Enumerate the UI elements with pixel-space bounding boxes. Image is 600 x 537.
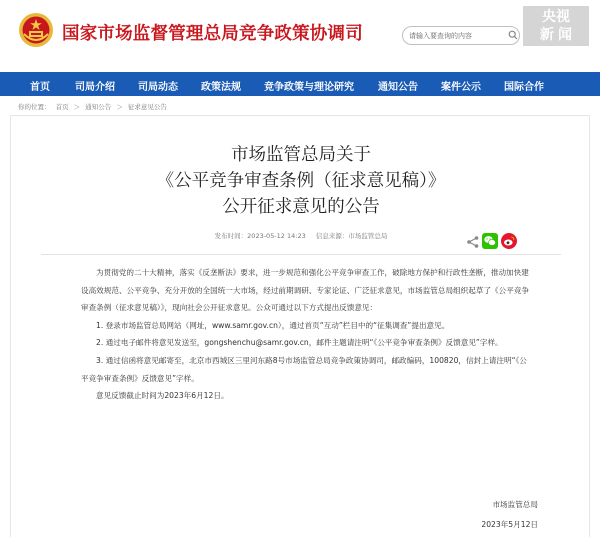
article-body [81,264,531,405]
search-icon[interactable] [508,30,518,40]
national-emblem-icon [18,12,54,48]
weibo-icon[interactable] [501,233,517,249]
main-nav [0,72,600,96]
article-signature: 市场监管总局 [492,500,538,509]
meta-divider [41,254,561,255]
cctv-news-watermark [523,6,589,46]
nav-item-bureau-intro[interactable]: 司局介绍 [75,82,115,93]
body-paragraph-1: 为贯彻党的二十大精神，落实《反垄断法》要求，进一步规范和强化公平竞争审查工作，破除地方保护和行政性垄断，推动加快建设高效规范、公平竞争、充分开放的全国统一大市场，经过前期调研、专家论证、广泛征求意见，市场监管总局组织起草了《公平竞争审查条例（征求意见稿）》，现向社会公开征求意见。公众可通过以下方式提出反馈意见： [81,268,530,313]
body-paragraph-2: 1. 登录市场监管总局网站（网址，www.samr.gov.cn），通过首页“互动”栏目中的“征集调查”提出意见。 [96,320,450,330]
body-paragraph-4: 3. 通过信函将意见邮寄至，北京市西城区三里河东路8号市场监管总局竞争政策协调司，邮政编码，100820，信封上请注明“《公平竞争审查条例》反馈意见”字样。 [81,355,527,383]
body-paragraph-3: 2. 通过电子邮件将意见发送至，gongshenchu@samr.gov.cn，邮件主题请注明“《公平竞争审查条例》反馈意见”字样。 [96,338,503,348]
article-title [11,142,591,220]
body-paragraph-5: 意见反馈截止时间为2023年6月12日。 [96,391,229,401]
search-input[interactable] [402,26,520,45]
nav-item-international[interactable]: 国际合作 [504,82,544,93]
title-line-3: 公开征求意见的公告 [222,197,380,217]
publish-time: 发布时间：2023-05-12 14:23 [214,232,306,240]
nav-item-bureau-news[interactable]: 司局动态 [138,82,178,93]
breadcrumb [18,102,170,111]
watermark-char-1: 新 [540,27,554,43]
title-line-1: 市场监管总局关于 [231,145,371,165]
share-icon[interactable] [466,235,480,249]
breadcrumb-label: 你的位置： [18,103,51,111]
breadcrumb-home[interactable]: 首页 [55,103,69,111]
nav-item-policy-regulations[interactable]: 政策法规 [201,82,241,93]
nav-item-competition-research[interactable]: 竞争政策与理论研究 [264,82,354,93]
watermark-line1: 央视 [542,9,570,25]
nav-item-home[interactable]: 首页 [30,82,50,93]
site-header [0,0,600,72]
breadcrumb-current[interactable]: 征求意见公告 [127,103,167,111]
site-title[interactable]: 国家市场监督管理总局竞争政策协调司 [62,24,363,44]
nav-item-case-disclosure[interactable]: 案件公示 [441,82,481,93]
title-line-2: 《公平竞争审查条例（征求意见稿）》 [156,171,446,191]
breadcrumb-separator: ＞ [116,103,123,111]
watermark-line2 [523,26,589,44]
wechat-icon[interactable] [482,233,498,249]
watermark-char-2: 闻 [558,27,572,43]
breadcrumb-section[interactable]: 通知公告 [85,103,112,111]
breadcrumb-separator: ＞ [73,103,81,111]
nav-item-announcements[interactable]: 通知公告 [378,82,418,93]
article-date: 2023年5月12日 [481,520,538,529]
info-source: 信息来源：市场监管总局 [315,232,388,240]
article-card [10,115,590,537]
